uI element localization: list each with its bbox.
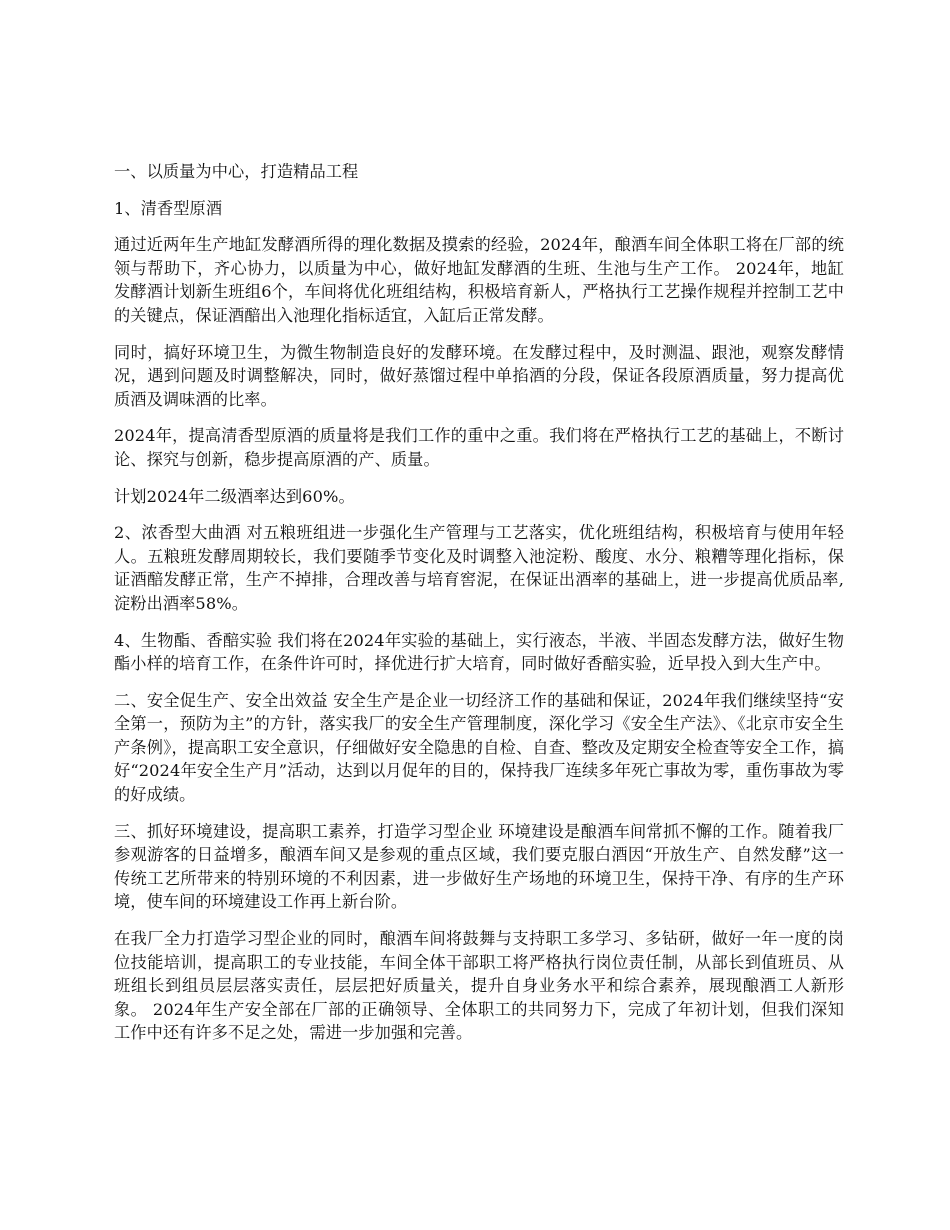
section-heading-quality: 一、以质量为中心，打造精品工程 xyxy=(114,162,359,181)
paragraph-cellar-fermentation: 通过近两年生产地缸发酵酒所得的理化数据及摸索的经验，2024年，酿酒车间全体职工将在厂部的统领与帮助下，齐心协力，以质量为中心，做好地缸发酵酒的生班、生池与生产工作。 2024年，地缸发酵酒计划新生班组6个，车间将优化班组结构，积极培育新人，严格执行工艺操作规程并控制工艺中的关键点，保证酒醅出入池理化指标适宜，入缸后正常发酵。 xyxy=(114,235,844,325)
paragraph-bio-ester-experiment: 4、生物酯、香醅实验 我们将在2024年实验的基础上，实行液态，半液、半固态发酵方法，做好生物酯小样的培育工作，在条件许可时，择优进行扩大培育，同时做好香醅实验，近早投入到大生产中。 xyxy=(114,630,844,674)
paragraph-learning-enterprise: 在我厂全力打造学习型企业的同时，酿酒车间将鼓舞与支持职工多学习、多钻研，做好一年一度的岗位技能培训，提高职工的专业技能，车间全体干部职工将严格执行岗位责任制，从部长到值班员、从班组长到组员层层落实责任，层层把好质量关，提升自身业务水平和综合素养，展现酿酒工人新形象。 2024年生产安全部在厂部的正确领导、全体职工的共同努力下，完成了年初计划，但我们深知工作中还有许多不足之处，需进一步加强和完善。 xyxy=(114,929,844,1043)
document-page xyxy=(114,160,844,1058)
paragraph-grade-target: 计划2024年二级酒率达到60%。 xyxy=(114,486,355,506)
paragraph-safety-production: 二、安全促生产、安全出效益 安全生产是企业一切经济工作的基础和保证，2024年我们继续坚持“安全第一，预防为主”的方针，落实我厂的安全生产管理制度，深化学习《安全生产法》、《北京市安全生产条例》，提高职工安全意识，仔细做好安全隐患的自检、自查、整改及定期安全检查等安全工作，搞好“2024年安全生产月”活动，达到以月促年的目的，保持我厂连续多年死亡事故为零，重伤事故为零的好成绩。 xyxy=(114,690,844,805)
paragraph-strong-aroma-liquor: 2、浓香型大曲酒 对五粮班组进一步强化生产管理与工艺落实，优化班组结构，积极培育与使用年轻人。五粮班发酵周期较长，我们要随季节变化及时调整入池淀粉、酸度、水分、粮糟等理化指标，保证酒醅发酵正常，生产不掉排，合理改善与培育窖泥，在保证出酒率的基础上，进一步提高优质品率,淀粉出酒率58%。 xyxy=(114,523,844,613)
paragraph-environment-hygiene: 同时，搞好环境卫生，为微生物制造良好的发酵环境。在发酵过程中，及时测温、跟池，观察发酵情况，遇到问题及时调整解决，同时，做好蒸馏过程中单掐酒的分段，保证各段原酒质量，努力提高优质酒及调味酒的比率。 xyxy=(114,342,844,409)
paragraph-quality-priority: 2024年，提高清香型原酒的质量将是我们工作的重中之重。我们将在严格执行工艺的基础上，不断讨论、探究与创新，稳步提高原酒的产、质量。 xyxy=(114,426,844,469)
paragraph-environment-building: 三、抓好环境建设，提高职工素养，打造学习型企业 环境建设是酿酒车间常抓不懈的工作。随着我厂参观游客的日益增多，酿酒车间又是参观的重点区域，我们要克服白酒因“开放生产、自然发酵”这一传统工艺所带来的特别环境的不利因素，进一步做好生产场地的环境卫生，保持干净、有序的生产环境，使车间的环境建设工作再上新台阶。 xyxy=(114,821,844,912)
subheading-fragrant-base-liquor: 1、清香型原酒 xyxy=(114,198,223,218)
